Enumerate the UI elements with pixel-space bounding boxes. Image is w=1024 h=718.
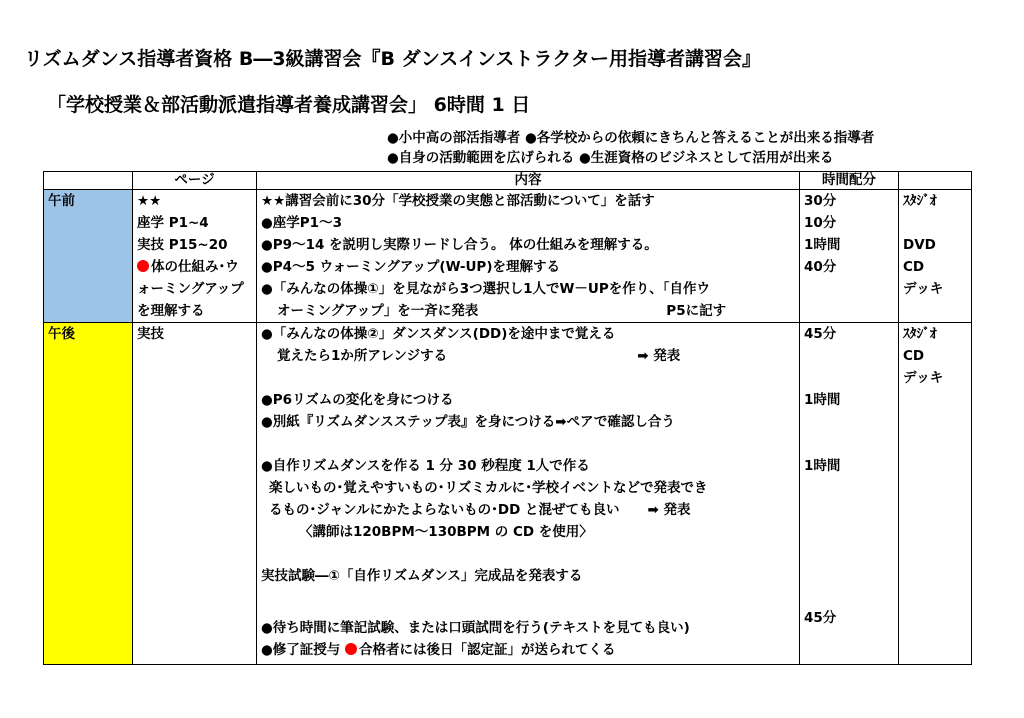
am-time: 10分 [804,215,837,231]
schedule-table [43,171,972,665]
am-page-line-dot [137,256,252,278]
am-content-line-last [261,300,795,322]
pm-row [44,323,972,665]
pm-content-text: 覚えたら1か所アレンジする [277,348,448,364]
pm-content-line: ●自作リズムダンスを作る 1 分 30 秒程度 1人で作る [261,458,590,474]
spacer [804,499,894,521]
am-equip: CD [903,259,925,275]
am-content-line: ●P9～14 を説明し実際リードし合う。 体の仕組みを理解する。 [261,237,658,253]
pm-content-cell [257,323,800,665]
header-row [44,172,972,190]
spacer [804,477,894,499]
am-label: 午前 [48,193,75,209]
spacer [804,433,894,455]
pm-content-text: るもの･ジャンルにかたよらないもの･DD と混ぜても良い [269,502,620,518]
am-equip: DVD [903,237,936,253]
spacer [804,521,894,543]
pm-content-line: ●別紙『リズムダンスステップ表』を身につける➡ペアで確認し合う [261,414,675,430]
am-content-line: ★★講習会前に30分「学校授業の実態と部活動について」を話す [261,193,655,209]
am-content-line: ●座学P1～3 [261,215,342,231]
spacer [804,367,894,389]
spacer [804,411,894,433]
pm-equip: CD [903,348,925,364]
am-equip [903,212,967,234]
am-page-line: ォーミングアップ [137,281,244,297]
spacer [261,433,795,455]
am-page-line: 実技 P15~20 [137,237,228,253]
pm-page-cell [133,323,257,665]
am-time-cell [800,190,899,323]
pm-time: 45分 [804,610,837,626]
document-title: リズムダンス指導者資格 B―3級講習会『B ダンスインストラクター用指導者講習会』 [24,48,761,70]
am-page-text: 体の仕組み･ウ [151,259,239,275]
red-dot-icon [137,260,149,272]
goals [387,128,874,168]
pm-equip: ｽﾀｼﾞｵ [903,326,937,342]
am-equip: デッキ [903,281,944,297]
am-time: 40分 [804,259,837,275]
pm-content-line: ●待ち時間に筆記試験、または口頭試問を行う(テキストを見ても良い) [261,620,690,636]
header-cell-content: 内容 [257,172,800,190]
am-content-text: オーミングアップ」を一斉に発表 [277,303,479,319]
am-page-line: 座学 P1~4 [137,215,209,231]
am-equip-cell [899,190,972,323]
document-subtitle: 「学校授業＆部活動派遣指導者養成講習会」 6時間 1 日 [47,94,531,116]
pm-content-line: 〈講師は120BPM～130BPM の CD を使用〉 [299,524,593,540]
spacer [261,587,795,617]
goal-line-1: ●小中高の部活指導者 ●各学校からの依頼にきちんと答えることが出来る指導者 [387,130,875,146]
header-cell-time: 時間配分 [800,172,899,190]
pm-label-cell [44,323,133,665]
pm-content-line [261,345,795,367]
am-page-line: ★★ [137,193,162,209]
spacer [261,367,795,389]
pm-content-text: 合格者には後日「認定証」が送られてくる [358,642,616,658]
am-equip: ｽﾀｼﾞｵ [903,193,937,209]
am-content-cell [257,190,800,323]
pm-label: 午後 [48,326,75,342]
pm-equip: デッキ [903,370,944,386]
pm-content-line [261,499,795,521]
am-content-line: ●「みんなの体操①」を見ながら3つ選択し1人でW－UPを作り、「自作ウ [261,281,710,297]
spacer [261,543,795,565]
am-page-cell [133,190,257,323]
p5-reference: P5に記す [666,303,727,319]
pm-content-line-last [261,639,795,661]
pm-time: 1時間 [804,458,841,474]
spacer [804,543,894,565]
am-time: 30分 [804,193,837,209]
spacer [804,587,894,607]
present-arrow: ➡ 発表 [647,502,691,518]
pm-time: 45分 [804,326,837,342]
pm-time: 1時間 [804,392,841,408]
pm-content-text: ●修了証授与 [261,642,341,658]
am-page-line: を理解する [137,303,205,319]
spacer [804,345,894,367]
present-arrow: ➡ 発表 [637,348,681,364]
am-content-line: ●P4～5 ウォーミングアップ(W-UP)を理解する [261,259,560,275]
am-label-cell [44,190,133,323]
pm-equip-cell [899,323,972,665]
header-cell-session [44,172,133,190]
spacer [804,565,894,587]
pm-content-line: ●P6リズムの変化を身につける [261,392,454,408]
am-row [44,190,972,323]
pm-content-line: 楽しいもの･覚えやすいもの･リズミカルに･学校イベントなどで発表でき [269,480,708,496]
header-cell-equipment [899,172,972,190]
pm-content-line: ●「みんなの体操②」ダンスダンス(DD)を途中まで覚える [261,326,616,342]
header-cell-page: ページ [133,172,257,190]
am-time: 1時間 [804,237,841,253]
red-dot-icon [345,643,357,655]
goal-line-2: ●自身の活動範囲を広げられる ●生涯資格のビジネスとして活用が出来る [387,150,834,166]
pm-time-cell [800,323,899,665]
pm-page: 実技 [137,326,164,342]
pm-content-line: 実技試験―①「自作リズムダンス」完成品を発表する [261,568,583,584]
